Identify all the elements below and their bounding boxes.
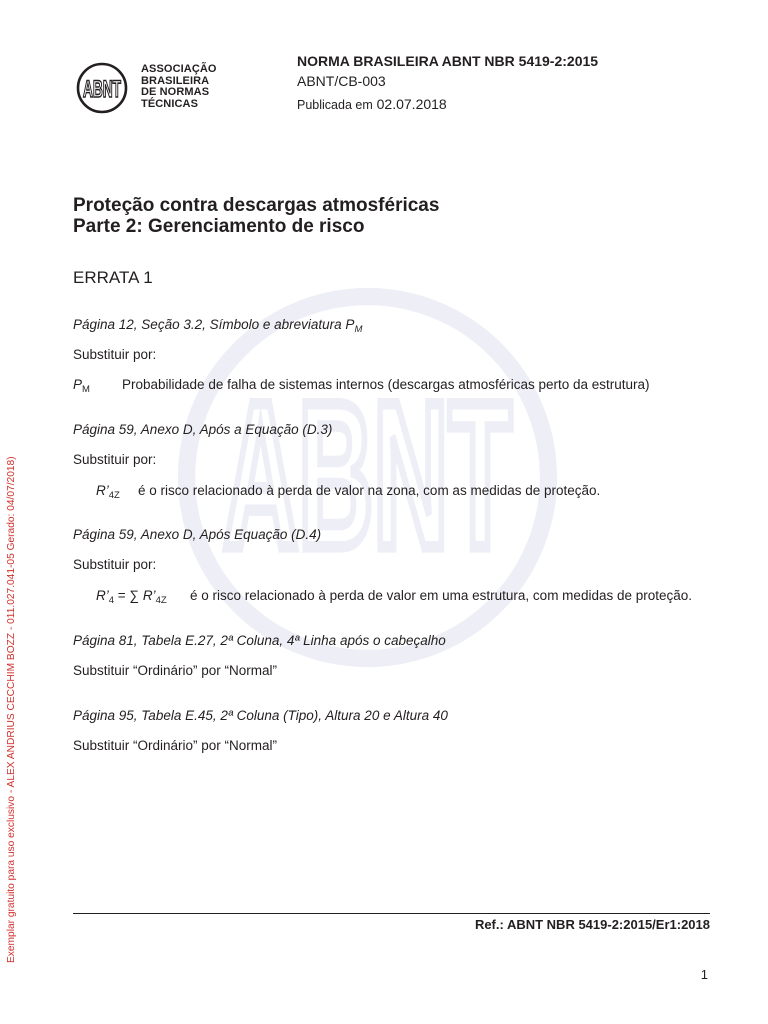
section-3-equation-op: = ∑ [114, 588, 143, 603]
section-3-equation [96, 588, 167, 606]
section-1-symbol-sub: M [82, 384, 90, 395]
section-1-definition: Probabilidade de falha de sistemas internos (descargas atmosféricas perto da estrutura) [122, 377, 650, 392]
published-label: Publicada em [297, 98, 373, 112]
footer-rule [73, 913, 710, 914]
document-title [73, 195, 439, 237]
section-3-symbol-text: R’ [96, 588, 109, 603]
section-1-symbol-text: P [73, 377, 83, 392]
org-line-2: BRASILEIRA [141, 74, 210, 87]
svg-text:ABNT: ABNT [223, 359, 512, 592]
section-2-symbol-text: R’ [96, 483, 109, 498]
title-line-1: Proteção contra descargas atmosféricas [73, 195, 440, 216]
section-1-instruction: Substituir por: [73, 347, 157, 362]
organization-name [141, 64, 217, 110]
section-1-ref-sub: M [354, 324, 363, 335]
published-date: 02.07.2018 [376, 96, 447, 112]
section-2-reference: Página 59, Anexo D, Após a Equação (D.3) [73, 422, 333, 437]
section-2-instruction: Substituir por: [73, 452, 157, 467]
committee-code: ABNT/CB-003 [297, 73, 386, 89]
section-3-symbol2-text: R’ [142, 588, 156, 603]
section-1-ref-text: Página 12, Seção 3.2, Símbolo e abreviatura P [73, 317, 355, 332]
section-3-definition: é o risco relacionado à perda de valor em uma estrutura, com medidas de proteção. [190, 588, 693, 603]
section-2-definition: é o risco relacionado à perda de valor na zona, com as medidas de proteção. [138, 483, 601, 498]
section-5-reference: Página 95, Tabela E.45, 2ª Coluna (Tipo), Altura 20 e Altura 40 [73, 708, 448, 723]
org-line-4: TÉCNICAS [141, 97, 199, 110]
norm-title: NORMA BRASILEIRA ABNT NBR 5419-2:2015 [297, 53, 599, 69]
section-2-symbol [96, 483, 120, 501]
org-line-1: ASSOCIAÇÃO [141, 63, 217, 75]
license-stamp: Exemplar gratuito para uso exclusivo - ALEX ANDRIUS CECCHIM BOZZ - 011.027.041-05 Gerado: 04/07/2018) [6, 456, 17, 963]
footer-reference: Ref.: ABNT NBR 5419-2:2015/Er1:2018 [474, 917, 710, 932]
section-4-instruction: Substituir “Ordinário” por “Normal” [73, 663, 278, 678]
section-3-symbol2-sub: 4Z [155, 595, 167, 606]
page-number: 1 [700, 967, 708, 982]
section-1-reference [73, 317, 363, 335]
section-4-reference: Página 81, Tabela E.27, 2ª Coluna, 4ª Linha após o cabeçalho [73, 633, 446, 648]
section-5-instruction: Substituir “Ordinário” por “Normal” [73, 738, 278, 753]
errata-label: ERRATA 1 [73, 268, 153, 287]
section-3-symbol-sub: 4 [108, 595, 115, 606]
svg-text:ABNT: ABNT [83, 76, 122, 103]
section-3-reference: Página 59, Anexo D, Após Equação (D.4) [73, 527, 322, 542]
section-2-symbol-sub: 4Z [108, 490, 120, 501]
published-line [297, 96, 447, 112]
section-3-instruction: Substituir por: [73, 557, 157, 572]
org-line-3: DE NORMAS [141, 86, 210, 98]
abnt-logo [76, 62, 128, 114]
abnt-watermark [175, 285, 560, 670]
title-line-2: Parte 2: Gerenciamento de risco [73, 216, 365, 237]
section-1-symbol [73, 377, 90, 395]
